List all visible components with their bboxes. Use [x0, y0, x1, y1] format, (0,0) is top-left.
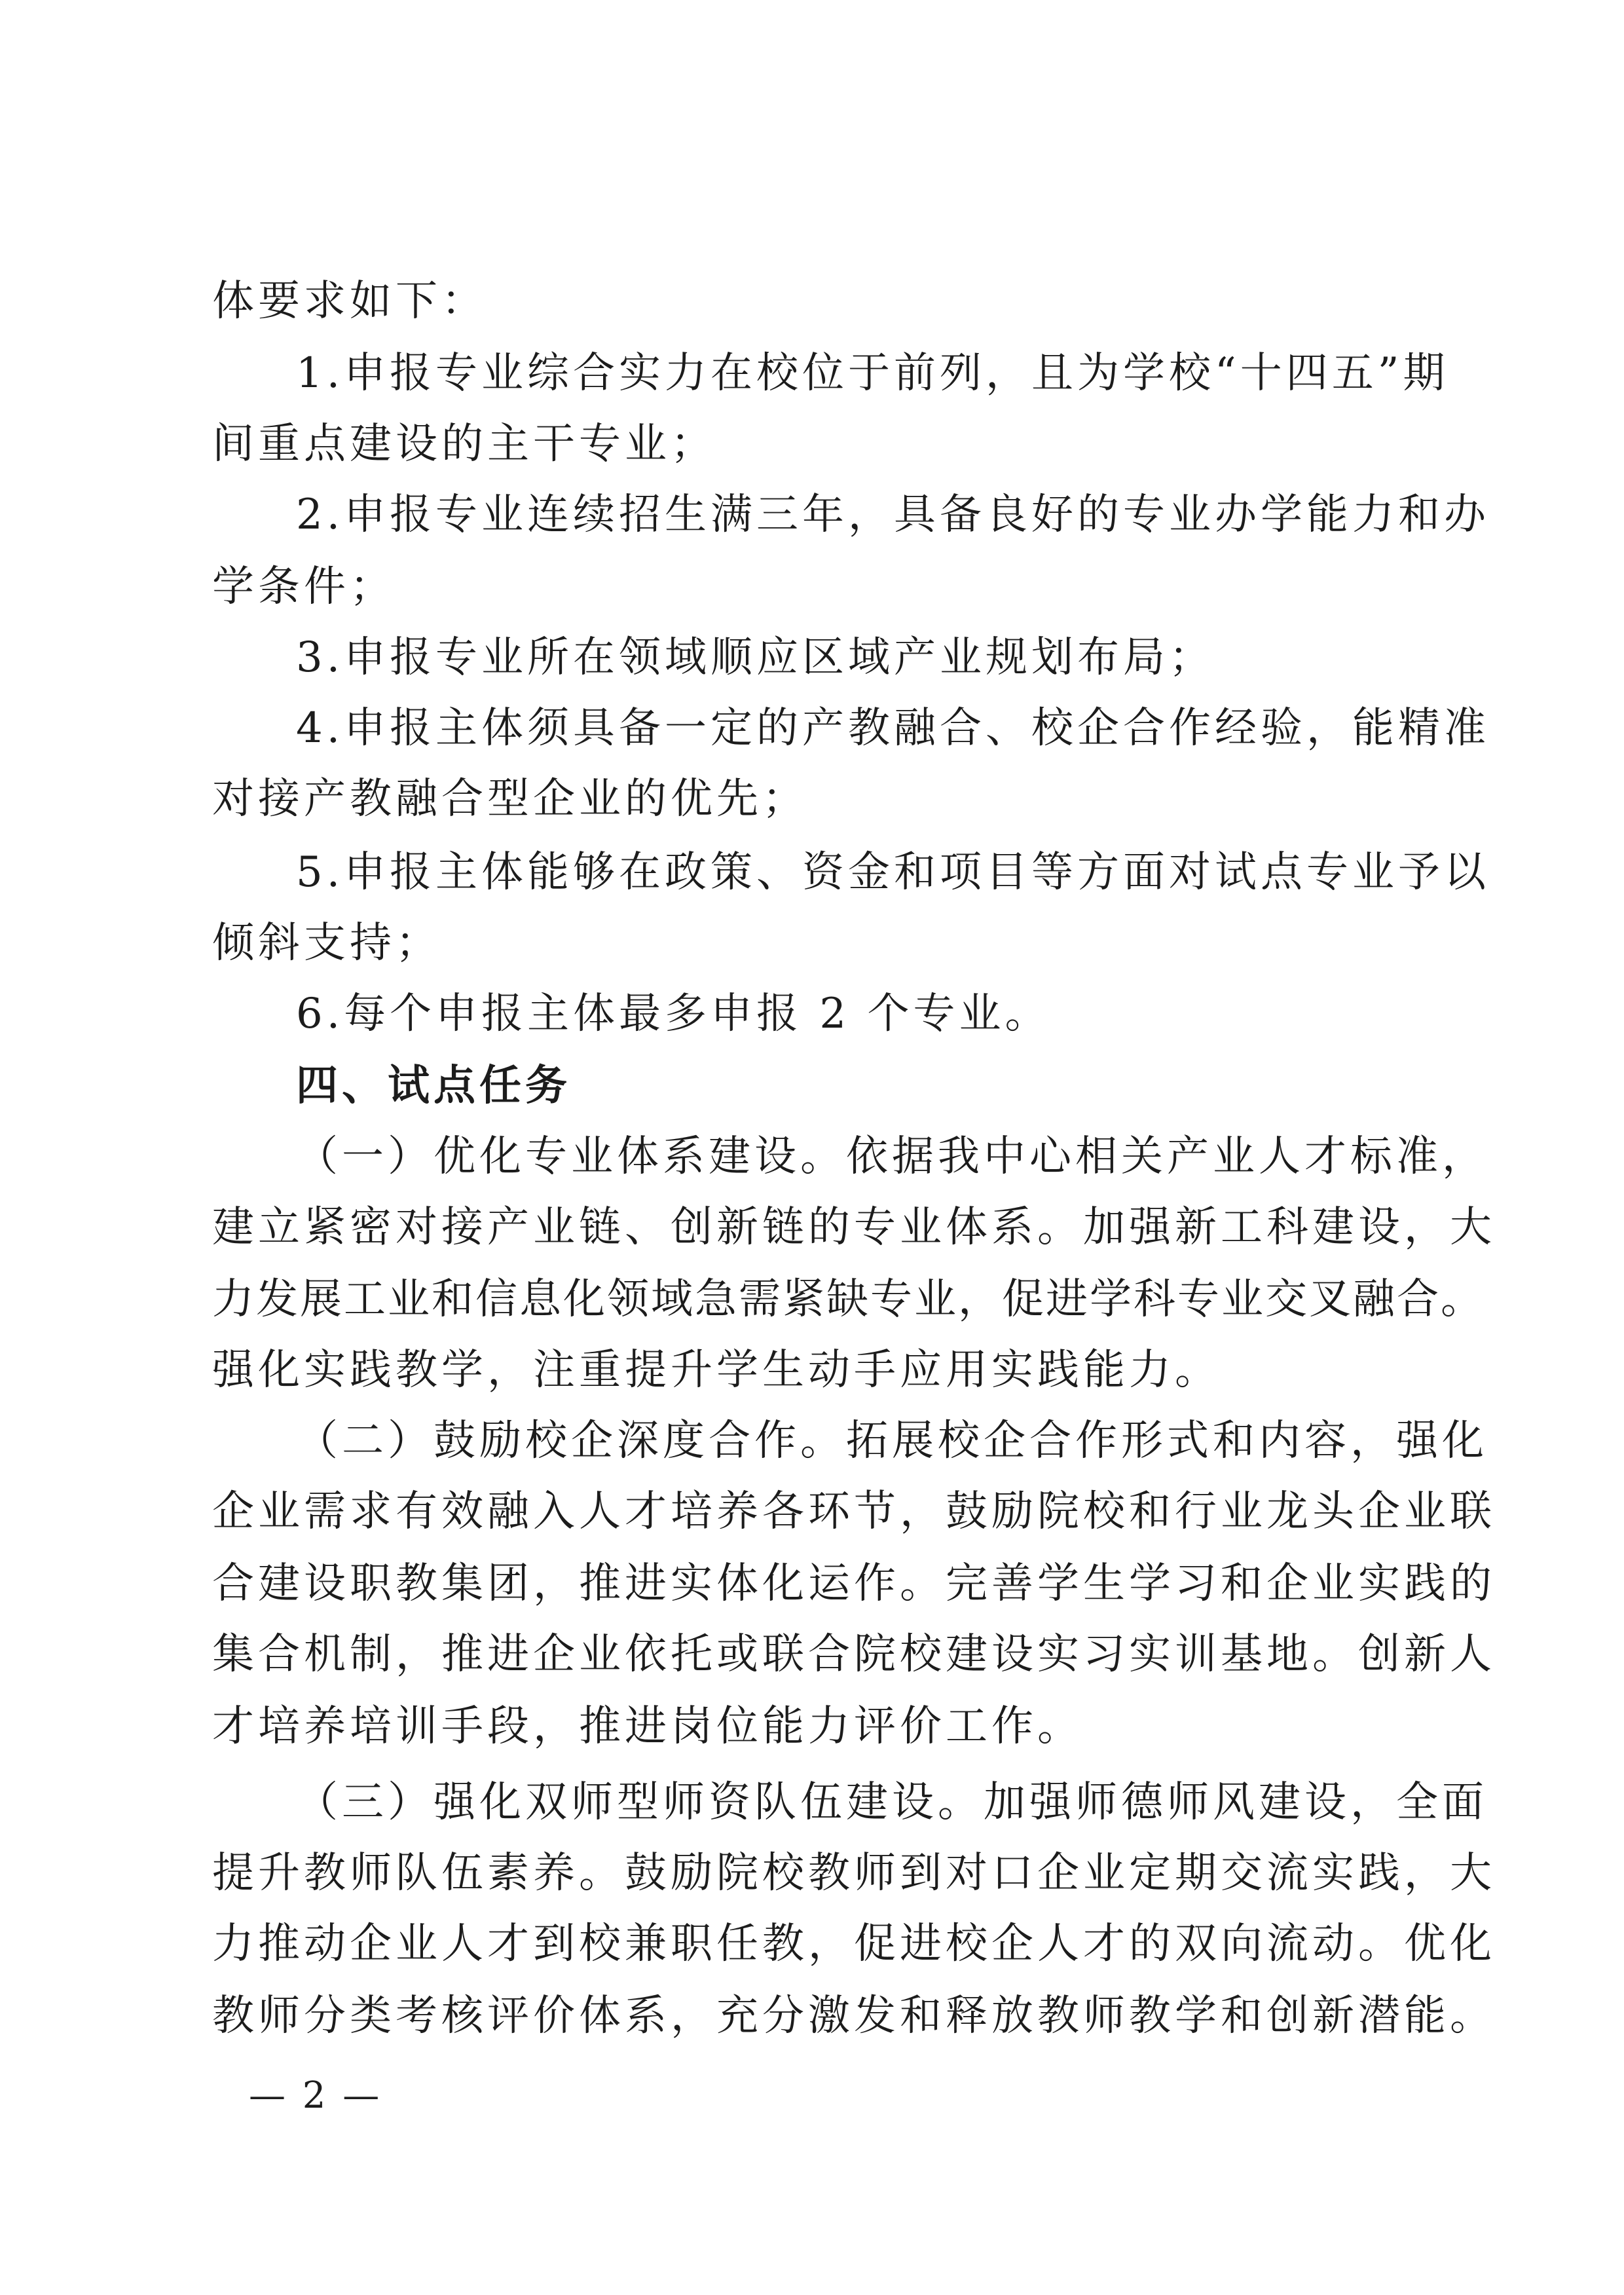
text-line: 3.申报专业所在领域顺应区域产业规划布局； — [296, 633, 1215, 682]
text-line: 1.申报专业综合实力在校位于前列，且为学校“十四五”期 — [296, 349, 1449, 398]
text-line: 强化实践教学，注重提升学生动手应用实践能力。 — [212, 1346, 1221, 1394]
text-line: 6.每个申报主体最多申报 2 个专业。 — [296, 990, 1051, 1038]
text-line: 提升教师队伍素养。鼓励院校教师到对口企业定期交流实践，大 — [212, 1849, 1496, 1897]
text-line: 4.申报主体须具备一定的产教融合、校企合作经验，能精准 — [296, 704, 1490, 753]
text-line: （三）强化双师型师资队伍建设。加强师德师风建设，全面 — [296, 1778, 1488, 1827]
page-number: — 2 — — [249, 2074, 382, 2117]
text-line: 5.申报主体能够在政策、资金和项目等方面对试点专业予以 — [296, 848, 1490, 897]
text-line: 力发展工业和信息化领域急需紧缺专业，促进学科专业交叉融合。 — [212, 1275, 1485, 1324]
text-line: 学条件； — [212, 563, 396, 611]
text-line: 间重点建设的主干专业； — [212, 420, 716, 468]
text-line: 教师分类考核评价体系，充分激发和释放教师教学和创新潜能。 — [212, 1992, 1496, 2040]
text-line: 才培养培训手段，推进岗位能力评价工作。 — [212, 1702, 1083, 1751]
text-line: 企业需求有效融入人才培养各环节，鼓励院校和行业龙头企业联 — [212, 1487, 1496, 1536]
text-line: 体要求如下： — [212, 277, 487, 326]
text-line: 集合机制，推进企业依托或联合院校建设实习实训基地。创新人 — [212, 1630, 1496, 1679]
text-line: 建立紧密对接产业链、创新链的专业体系。加强新工科建设，大 — [212, 1203, 1496, 1252]
text-line: （一）优化专业体系建设。依据我中心相关产业人才标准， — [296, 1132, 1488, 1181]
text-line: 2.申报专业连续招生满三年，具备良好的专业办学能力和办 — [296, 491, 1490, 539]
text-line: 对接产教融合型企业的优先； — [212, 775, 808, 823]
section-heading: 四、试点任务 — [296, 1062, 571, 1110]
text-line: 合建设职教集团，推进实体化运作。完善学生学习和企业实践的 — [212, 1559, 1496, 1608]
text-line: （二）鼓励校企深度合作。拓展校企合作形式和内容，强化 — [296, 1417, 1488, 1465]
text-line: 倾斜支持； — [212, 919, 441, 967]
text-line: 力推动企业人才到校兼职任教，促进校企人才的双向流动。优化 — [212, 1920, 1496, 1968]
